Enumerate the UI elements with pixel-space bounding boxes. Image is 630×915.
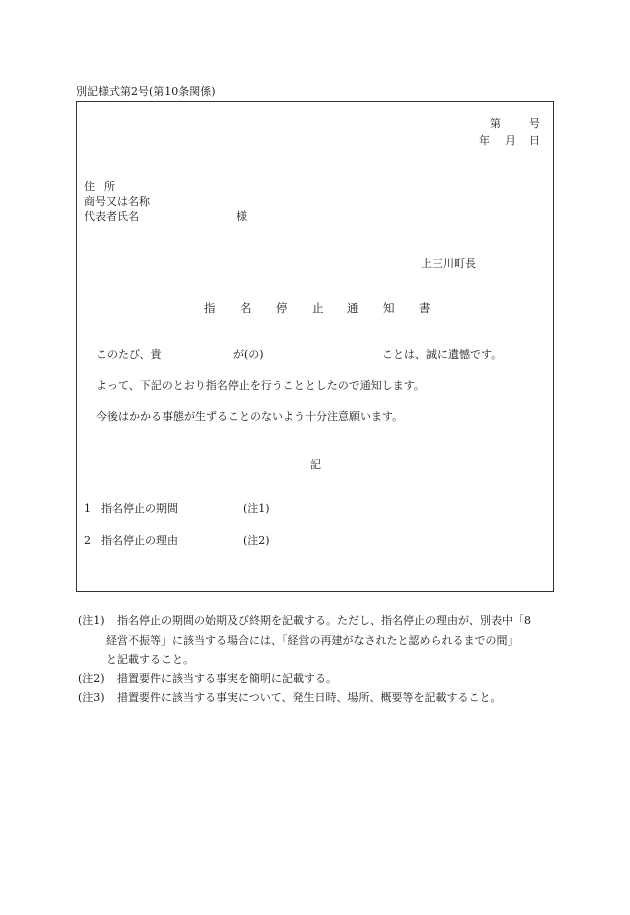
company-name-label: 商号又は名称	[84, 195, 150, 208]
title-char: 通	[347, 301, 359, 315]
document-number-label: 第	[490, 117, 501, 130]
footnote-line: 措置要件に該当する事実について、発生日時、場所、概要等を記載すること。	[117, 691, 502, 704]
date-year-label: 年	[479, 134, 490, 147]
title-char: 止	[312, 301, 324, 315]
footnote-line: と記載すること。	[106, 653, 194, 666]
body-sentence-1-part-c: ことは、誠に遺憾です。	[382, 348, 503, 361]
representative-name-label: 代表者氏名	[84, 210, 139, 223]
body-sentence-1-part-a: このたび、貴	[96, 348, 162, 361]
footnote-line: 指名停止の期間の始期及び終期を記載する。ただし、指名停止の理由が、別表中「8	[117, 614, 531, 627]
title-char: 停	[276, 301, 288, 315]
footnote-line: 経営不振等」に該当する場合には、「経営の再建がなされたと認められるまでの間」	[106, 634, 519, 647]
address-label-2: 所	[104, 180, 115, 193]
address-label-1: 住	[84, 180, 95, 193]
issuer-name: 上三川町長	[421, 257, 476, 270]
body-sentence-1-part-b: が(の)	[233, 348, 264, 361]
footnote-tag: (注1)	[78, 614, 105, 627]
item-label: 指名停止の理由	[101, 534, 178, 547]
form-frame	[76, 101, 554, 592]
title-char: 知	[383, 301, 395, 315]
ki-heading: 記	[310, 458, 321, 471]
title-char: 書	[419, 301, 431, 315]
title-char: 名	[240, 301, 252, 315]
body-sentence-2: よって、下記のとおり指名停止を行うこととしたので通知します。	[96, 379, 425, 392]
date-day-label: 日	[529, 134, 540, 147]
body-sentence-3: 今後はかかる事態が生ずることのないよう十分注意願います。	[96, 410, 404, 423]
honorific-sama: 様	[236, 210, 247, 223]
item-label: 指名停止の期間	[101, 502, 178, 515]
date-month-label: 月	[505, 134, 516, 147]
item-note-ref: (注2)	[243, 534, 270, 547]
footnote-tag: (注3)	[78, 691, 105, 704]
document-number-suffix: 号	[529, 117, 540, 130]
footnote-tag: (注2)	[78, 672, 105, 685]
item-number: 1	[84, 502, 91, 515]
item-number: 2	[84, 534, 91, 547]
form-header: 別記様式第2号(第10条関係)	[76, 85, 216, 98]
footnote-line: 措置要件に該当する事実を簡明に記載する。	[117, 672, 337, 685]
title-char: 指	[204, 301, 216, 315]
item-note-ref: (注1)	[243, 502, 270, 515]
